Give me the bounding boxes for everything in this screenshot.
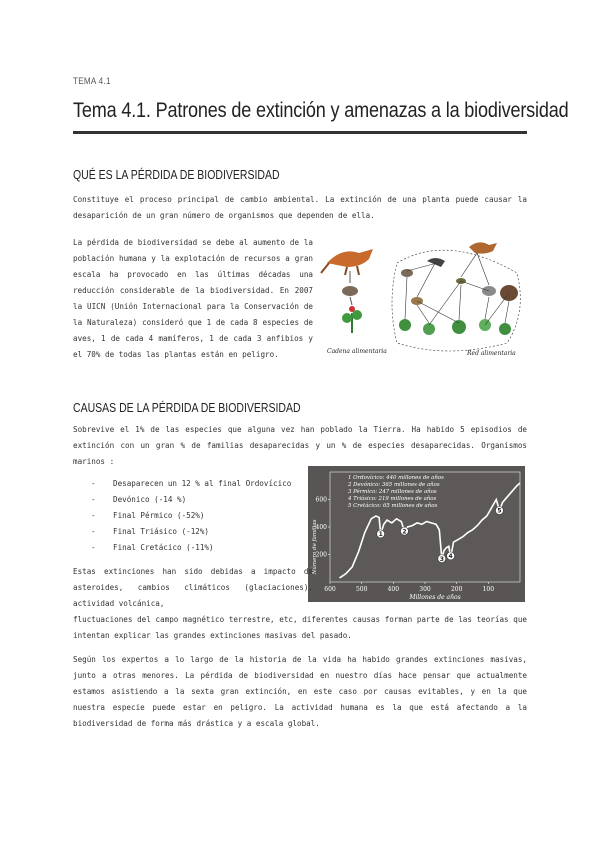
- x-axis-label: Millones de años: [409, 594, 461, 601]
- x-tick-label: 400: [387, 586, 400, 593]
- x-tick-label: 300: [419, 586, 431, 593]
- legend-entry: 1 Ordovícico: 440 millones de años: [348, 475, 444, 481]
- x-tick-label: 500: [355, 586, 368, 593]
- causes-paragraph: Estas extinciones han sido debidas a impacto de asteroides, cambios climáticos (glaciaciones), actividad volcánica,: [73, 567, 313, 608]
- caption-food-chain: Cadena alimentaria: [327, 348, 387, 355]
- legend-entry: 4 Triásico: 219 millones de años: [348, 496, 437, 502]
- legend-entry: 3 Pérmico: 247 millones de años: [348, 489, 437, 495]
- extinction-marker-label: 2: [402, 528, 407, 536]
- food-web-illustration: [317, 233, 529, 361]
- y-tick-label: 200: [315, 551, 327, 559]
- list-item: - Desaparecen un 12 % al final Ordovícico: [91, 479, 292, 488]
- y-axis-label: Número de familias: [312, 519, 318, 575]
- list-item: - Final Cretácico (-11%): [91, 543, 214, 552]
- loss-intro-paragraph: Constituye el proceso principal de cambio ambiental. La extinción de una planta puede causar la desaparición de un gran número de organismos que dependen de ella.: [73, 195, 527, 220]
- extinction-marker-label: 3: [439, 555, 444, 563]
- food-web-figure: [317, 233, 529, 361]
- section-heading-causes: CAUSAS DE LA PÉRDIDA DE BIODIVERSIDAD: [73, 401, 301, 415]
- extinction-marker-label: 4: [448, 553, 453, 561]
- closing-paragraph: Según los expertos a lo largo de la historia de la vida ha habido grandes extinciones masivas, junto a otras menores. La pérdida de biodiversidad en nuestro días hace pensar que actualmente estamos asistiendo a la sexta gran extinción, en este caso por causas evitables, y en la que nuestra especie puede estar en peligro. La actividad humana es la que está afectando a la biodiversidad de forma más drástica y a escala global.: [73, 655, 527, 728]
- page-title: Tema 4.1. Patrones de extinción y amenazas a la biodiversidad: [73, 99, 569, 122]
- extinction-chart: [308, 466, 525, 602]
- x-tick-label: 200: [450, 586, 463, 593]
- list-item: - Final Triásico (-12%): [91, 527, 210, 536]
- extinction-marker-label: 1: [378, 531, 383, 539]
- fox-illustration: [321, 249, 373, 275]
- extinction-marker-label: 5: [497, 507, 502, 515]
- extinction-list: [91, 476, 311, 556]
- causes-continued-paragraph: fluctuaciones del campo magnético terrestre, etc, diferentes causas forman parte de las teorías que intentan explicar las grandes extinciones masivas del pasado.: [73, 615, 527, 640]
- legend-entry: 2 Devónico: 365 millones de años: [348, 482, 440, 488]
- list-item: - Final Pérmico (-52%): [91, 511, 205, 520]
- x-tick-label: 100: [482, 586, 495, 593]
- loss-body-paragraph: La pérdida de biodiversidad se debe al aumento de la población humana y la explotación de recursos a gran escala ha provocado en las últimas décadas una reducción considerable de la biodiversidad. En 2007 la UICN (Unión Internacional para la Conservación de la Naturaleza) consideró que 1 de cada 8 especies de aves, 1 de cada 4 mamíferos, 1 de cada 3 anfibios y el 70% de todas las plantas están en peligro.: [73, 238, 313, 359]
- legend-entry: 5 Cretácico: 65 millones de años: [348, 503, 438, 509]
- extinction-chart-svg: [308, 466, 525, 602]
- mouse-illustration: [342, 286, 358, 296]
- y-tick-label: 600: [315, 496, 327, 504]
- x-tick-label: 600: [324, 586, 336, 593]
- title-divider: [73, 131, 527, 134]
- section-heading-loss: QUÉ ES LA PÉRDIDA DE BIODIVERSIDAD: [73, 168, 280, 182]
- document-page: [73, 0, 569, 848]
- food-web-network: [392, 242, 520, 351]
- list-item: - Devónico (-14 %): [91, 495, 187, 504]
- y-tick-label: 400: [315, 524, 327, 531]
- plant-illustration: [342, 306, 362, 333]
- caption-food-web: Red alimentaria: [467, 350, 516, 357]
- section-eyebrow: TEMA 4.1: [73, 76, 111, 86]
- causes-intro-paragraph: Sobrevive el 1% de las especies que alguna vez han poblado la Tierra. Ha habido 5 episodios de extinción con un gran % de familias desaparecidas y un % de especies desaparecidas. Organismos marinos :: [73, 425, 527, 466]
